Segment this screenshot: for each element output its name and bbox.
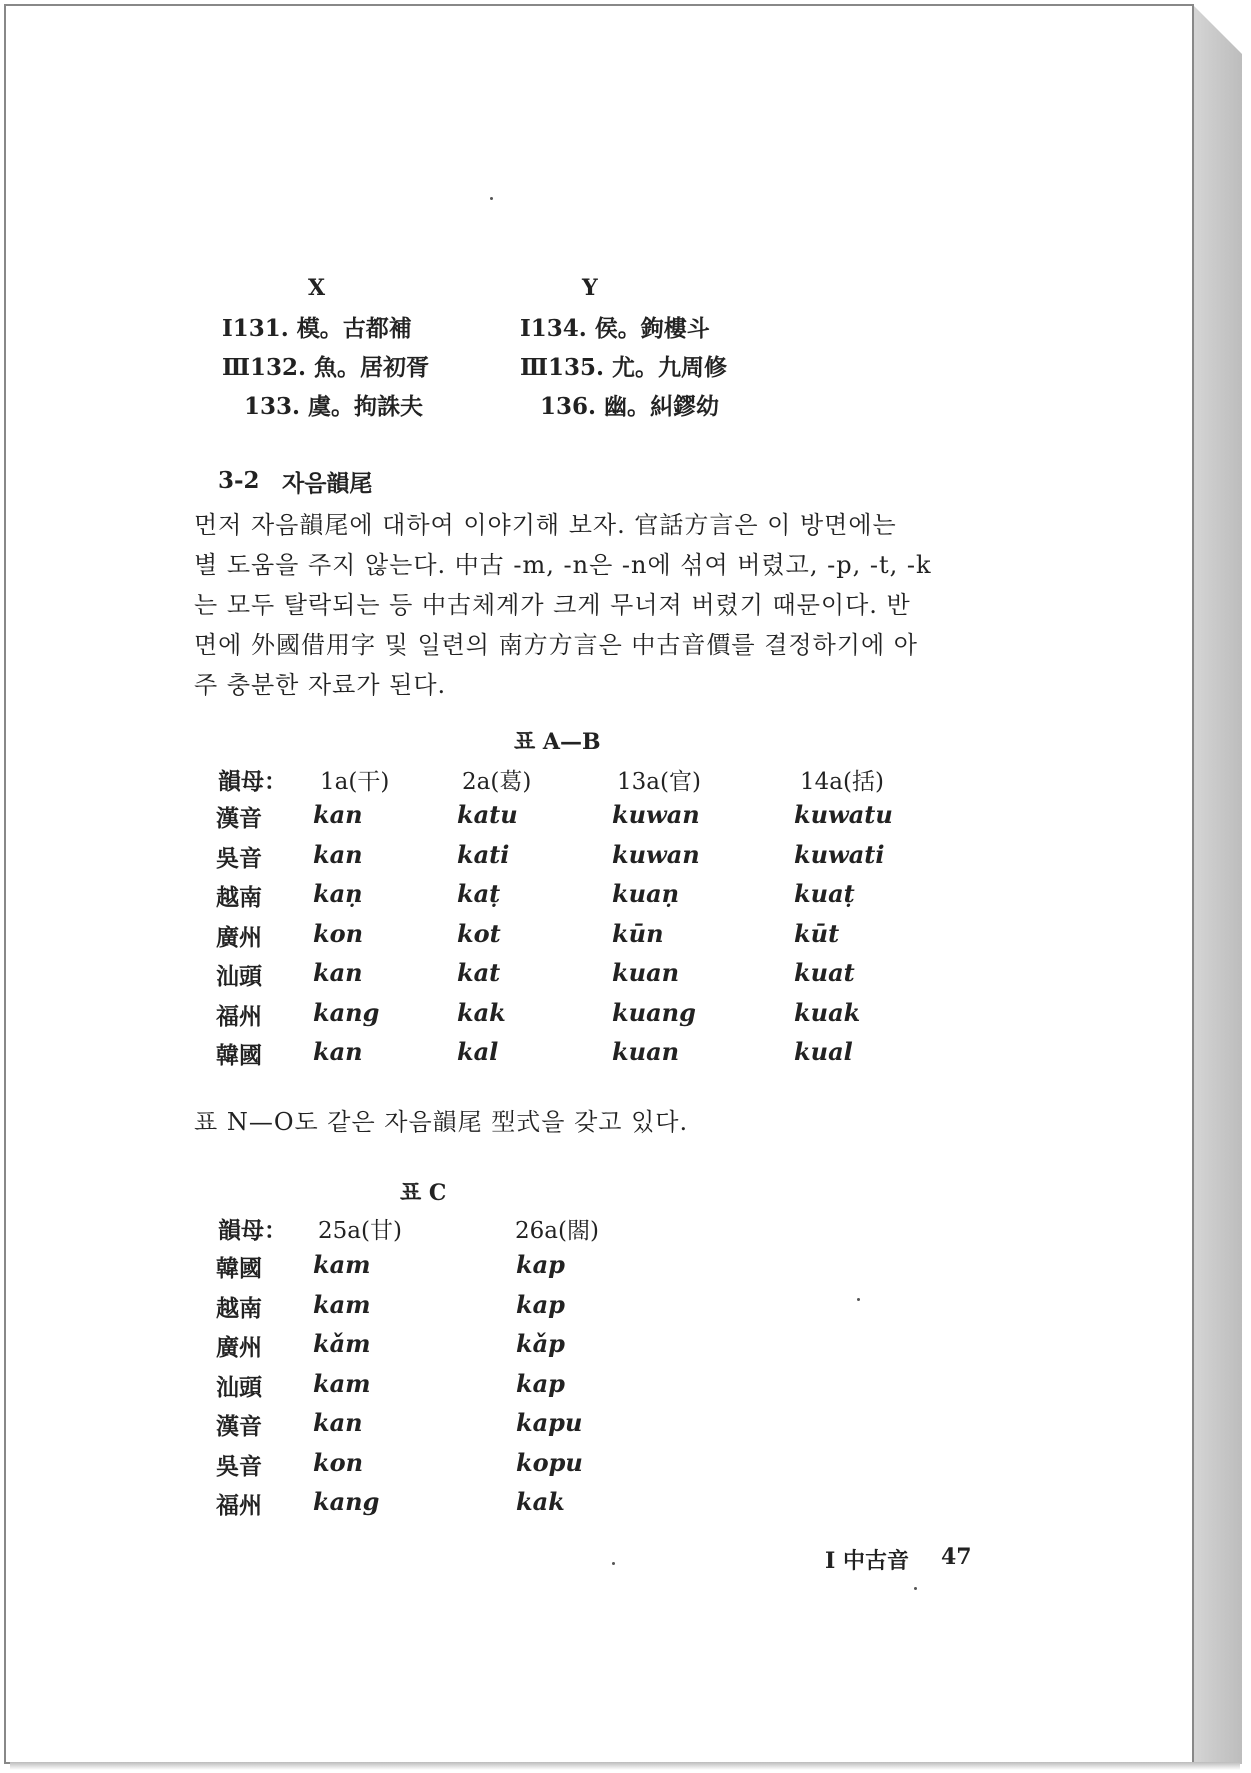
table-ab-cell: kon <box>313 918 364 948</box>
paragraph-line: 주 충분한 자료가 된다. <box>194 671 447 699</box>
table-ab-cell: kan <box>313 958 363 987</box>
table-ab-column-header: 13a(官) <box>617 769 701 795</box>
table-ab-cell: kuaṇ <box>612 879 680 908</box>
table-ab-column-header: 2a(葛) <box>462 769 532 795</box>
table-c-row-label: 廣州 <box>216 1334 262 1361</box>
paragraph-line: 는 모두 탈락되는 등 中古체계가 크게 무너져 버렸기 때문이다. 반 <box>194 591 911 619</box>
table-ab-cell: kuang <box>612 997 696 1027</box>
table-ab-cell: kat <box>457 958 501 987</box>
speck <box>914 1587 917 1590</box>
table-ab-cell: kan <box>313 800 363 829</box>
table-ab-cell: kal <box>457 1037 499 1066</box>
entry-right: 136. 幽。糾鏐幼 <box>540 393 720 420</box>
table-ab-cell: kuwan <box>612 800 700 829</box>
table-ab-cell: kūt <box>794 918 840 948</box>
speck <box>857 1298 860 1301</box>
table-c-row-label: 汕頭 <box>216 1373 262 1401</box>
table-ab-row-label: 韓國 <box>216 1042 262 1069</box>
table-ab-cell: kual <box>794 1037 853 1066</box>
paragraph-line: 면에 外國借用字 및 일련의 南方方言은 中古音價를 결정하기에 아 <box>194 631 918 659</box>
table-ab-row-label: 越南 <box>216 884 262 911</box>
table-ab-cell: kuwati <box>794 839 885 869</box>
table-ab-row-label: 廣州 <box>216 923 262 951</box>
section-number: 3-2 <box>218 467 260 494</box>
table-c-row-label: 越南 <box>216 1294 262 1322</box>
table-c-cell: kopu <box>516 1447 583 1477</box>
paragraph-line: 먼저 자음韻尾에 대하여 이야기해 보자. 官話方言은 이 방면에는 <box>194 511 897 539</box>
entry-left: Ⅲ132. 魚。居初胥 <box>222 354 430 381</box>
speck <box>490 197 493 200</box>
table-ab-title: 표 A—B <box>514 729 601 755</box>
column-header-y: Y <box>582 275 598 301</box>
table-c-cell: kǎp <box>516 1329 565 1358</box>
table-ab-cell: kuwatu <box>794 800 893 829</box>
table-ab-cell: kaṇ <box>313 879 363 908</box>
table-ab-cell: kuwan <box>612 839 700 869</box>
table-ab-cell: kuan <box>612 958 680 987</box>
table-ab-cell: kang <box>313 997 380 1027</box>
page <box>4 4 1194 1764</box>
table-ab-row-label: 汕頭 <box>216 963 262 990</box>
entry-right: Ⅰ134. 侯。鉤樓斗 <box>520 315 710 342</box>
entry-left: Ⅰ131. 模。古都補 <box>222 315 412 342</box>
table-ab-cell: katu <box>457 800 518 829</box>
table-ab-cell: kuat <box>794 958 855 987</box>
table-ab-cell: kuak <box>794 997 861 1027</box>
table-ab-row-label: 吳音 <box>216 844 262 872</box>
table-c-cell: kap <box>516 1368 565 1398</box>
table-c-cell: kam <box>313 1289 371 1319</box>
table-c-cell: kak <box>516 1487 565 1516</box>
table-c-row-label: 韓國 <box>216 1255 262 1282</box>
table-ab-cell: kaṭ <box>457 879 501 908</box>
table-ab-cell: kan <box>313 1037 363 1066</box>
table-ab-cell: kati <box>457 839 510 869</box>
table-c-row-label-header: 韻母： <box>218 1217 287 1244</box>
note-line: 표 N—O도 같은 자음韻尾 型式을 갖고 있다. <box>194 1108 689 1136</box>
table-c-cell: kang <box>313 1487 380 1516</box>
table-c-cell: kap <box>516 1250 565 1279</box>
table-ab-row-label-header: 韻母： <box>218 768 287 795</box>
paragraph-line: 별 도움을 주지 않는다. 中古 -m, -n은 -n에 섞여 버렸고, -p, -t, -k <box>194 551 932 579</box>
entry-right: Ⅲ135. 尤。九周修 <box>520 354 728 381</box>
table-ab-column-header: 1a(干) <box>320 769 390 795</box>
table-c-cell: kam <box>313 1250 371 1279</box>
table-c-row-label: 福州 <box>216 1492 262 1519</box>
table-c-cell: kon <box>313 1447 364 1477</box>
table-c-row-label: 漢音 <box>216 1413 262 1440</box>
table-ab-cell: kūn <box>612 918 664 948</box>
column-header-x: X <box>308 275 326 301</box>
table-ab-cell: kuan <box>612 1037 680 1066</box>
page-edge <box>1192 4 1242 1764</box>
footer-chapter: Ⅰ 中古音 <box>825 1548 909 1574</box>
page-shadow <box>10 1762 1240 1770</box>
table-c-column-header: 25a(甘) <box>318 1218 402 1244</box>
table-ab-cell: kan <box>313 839 363 869</box>
table-c-row-label: 吳音 <box>216 1452 262 1480</box>
table-ab-column-header: 14a(括) <box>800 769 884 795</box>
table-ab-row-label: 漢音 <box>216 805 262 832</box>
table-c-cell: kapu <box>516 1408 583 1437</box>
table-c-cell: kan <box>313 1408 363 1437</box>
table-c-cell: kap <box>516 1289 565 1319</box>
table-c-title: 표 C <box>400 1180 447 1206</box>
table-c-cell: kam <box>313 1368 371 1398</box>
section-title: 자음韻尾 <box>282 470 373 497</box>
table-c-column-header: 26a(閤) <box>515 1218 599 1244</box>
table-ab-cell: kuaṭ <box>794 879 855 908</box>
table-ab-row-label: 福州 <box>216 1002 262 1030</box>
entry-left: 133. 虞。拘誅夫 <box>244 393 424 420</box>
table-c-cell: kǎm <box>313 1329 371 1358</box>
table-ab-cell: kot <box>457 918 501 948</box>
speck <box>612 1562 615 1565</box>
page-number: 47 <box>941 1544 972 1570</box>
table-ab-cell: kak <box>457 997 506 1027</box>
